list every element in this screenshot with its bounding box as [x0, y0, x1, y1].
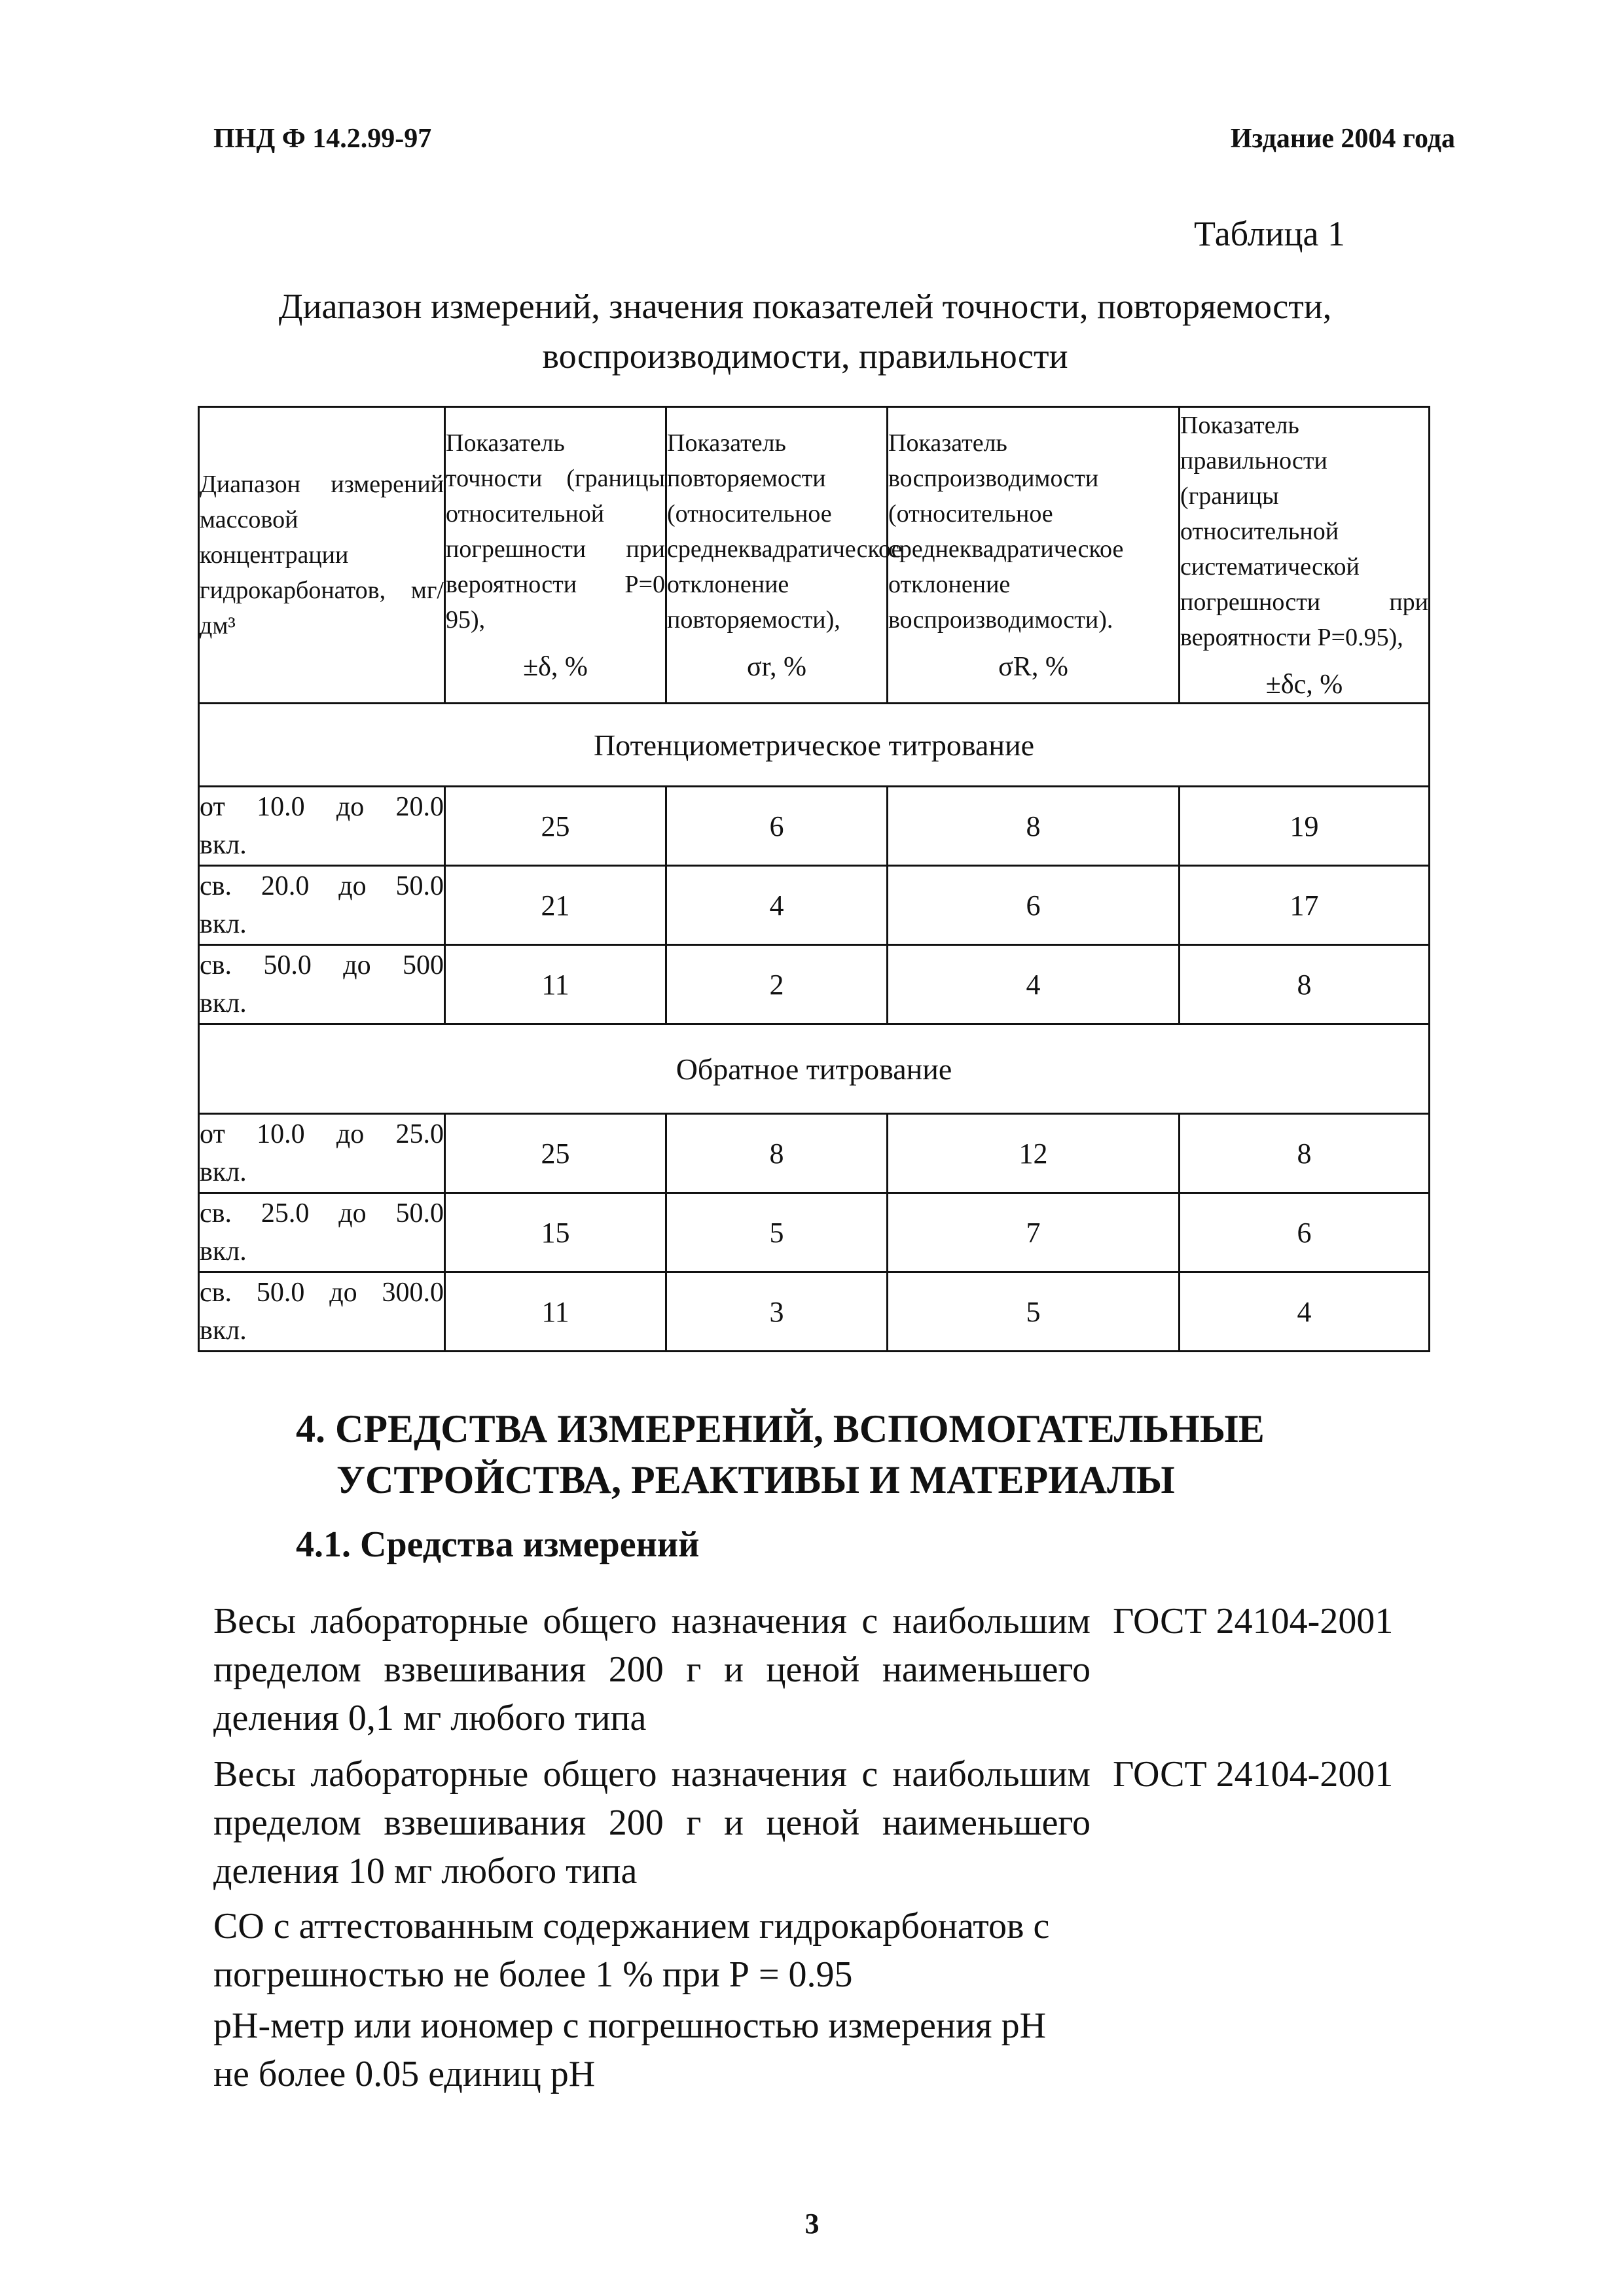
header-trueness-symbol: ±δc, % [1265, 670, 1343, 700]
header-range [199, 407, 445, 704]
value-accuracy: 21 [445, 866, 666, 945]
table-label: Таблица 1 [1194, 214, 1345, 253]
section-heading-line1: 4. СРЕДСТВА ИЗМЕРЕНИЙ, ВСПОМОГАТЕЛЬНЫЕ [296, 1407, 1265, 1450]
document-code: ПНД Ф 14.2.99-97 [213, 124, 432, 154]
header-repeatability-symbol: σr, % [747, 652, 806, 682]
range-cell [199, 787, 445, 866]
range-line1: от 10.0 до 25.0 [200, 1119, 444, 1149]
value-trueness: 17 [1180, 866, 1430, 945]
value-reproducibility: 8 [888, 787, 1180, 866]
range-cell [199, 1272, 445, 1352]
value-repeatability: 4 [666, 866, 888, 945]
header-reproducibility-symbol: σR, % [998, 652, 1068, 682]
value-trueness: 8 [1180, 945, 1430, 1024]
value-accuracy: 11 [445, 1272, 666, 1352]
header-trueness-text: Показатель правильности (границы относительной систематической погрешности при вероятности Р=0.95), [1180, 412, 1428, 651]
value-repeatability: 5 [666, 1193, 888, 1272]
list-item: Весы лабораторные общего назначения с наибольшим пределом взвешивания 200 г и ценой наименьшего деления 10 мг любого типа [213, 1754, 1091, 1892]
range-line1: св. 50.0 до 300.0 [200, 1278, 444, 1308]
range-line2: вкл. [200, 1316, 247, 1346]
header-repeatability [666, 407, 903, 704]
header-accuracy [445, 407, 666, 704]
list-item: Весы лабораторные общего назначения с наибольшим пределом взвешивания 200 г и ценой наименьшего деления 0,1 мг любого типа [213, 1601, 1091, 1738]
table-row [199, 787, 1430, 866]
header-accuracy-text: Показатель точности (границы относительной погрешности при вероятности Р=0 95), [446, 429, 665, 634]
range-line2: вкл. [200, 909, 247, 939]
value-accuracy: 25 [445, 787, 666, 866]
range-line1: св. 25.0 до 50.0 [200, 1198, 444, 1229]
page-number: 3 [804, 2208, 820, 2240]
value-repeatability: 2 [666, 945, 888, 1024]
range-cell [199, 866, 445, 945]
header-trueness [1180, 407, 1430, 704]
range-cell [199, 1114, 445, 1193]
table-row [199, 1272, 1430, 1352]
section-heading-line2: УСТРОЙСТВА, РЕАКТИВЫ И МАТЕРИАЛЫ [336, 1458, 1175, 1501]
range-cell [199, 1193, 445, 1272]
range-cell [199, 945, 445, 1024]
header-reproducibility [888, 407, 1180, 704]
range-line2: вкл. [200, 830, 247, 860]
subsection-heading: 4.1. Средства измерений [296, 1524, 700, 1565]
header-repeatability-text: Показатель повторяемости (относительное среднеквадратическое отклонение повторяемости), [667, 429, 903, 634]
section-row [199, 704, 1430, 787]
value-accuracy: 25 [445, 1114, 666, 1193]
table-row [199, 866, 1430, 945]
standard-reference: ГОСТ 24104-2001 [1113, 1601, 1394, 1641]
range-line1: от 10.0 до 20.0 [200, 792, 444, 822]
edition-label: Издание 2004 года [1230, 124, 1455, 154]
section-row [199, 1024, 1430, 1114]
value-trueness: 8 [1180, 1114, 1430, 1193]
value-reproducibility: 5 [888, 1272, 1180, 1352]
header-range-text: Диапазон измерений массовой концентрации гидрокарбонатов, мг/дм³ [200, 471, 444, 639]
range-line1: св. 50.0 до 500 [200, 950, 444, 980]
standard-reference: ГОСТ 24104-2001 [1113, 1754, 1394, 1795]
list-item: СО с аттестованным содержанием гидрокарбонатов с погрешностью не более 1 % при Р = 0.95 [213, 1906, 1050, 1995]
value-accuracy: 11 [445, 945, 666, 1024]
table-title: Диапазон измерений, значения показателей точности, повторяемости, воспроизводимости, правильности [278, 287, 1332, 376]
value-trueness: 4 [1180, 1272, 1430, 1352]
value-repeatability: 6 [666, 787, 888, 866]
section-heading [296, 1403, 1265, 1505]
value-trueness: 6 [1180, 1193, 1430, 1272]
value-trueness: 19 [1180, 787, 1430, 866]
value-reproducibility: 6 [888, 866, 1180, 945]
table-header-row [199, 407, 1430, 704]
header-reproducibility-text: Показатель воспроизводимости (относительное среднеквадратическое отклонение воспроизводимости). [888, 429, 1124, 634]
table-row [199, 1193, 1430, 1272]
range-line1: св. 20.0 до 50.0 [200, 871, 444, 901]
table-row [199, 945, 1430, 1024]
section-title-potentiometric: Потенциометрическое титрование [199, 704, 1430, 787]
value-reproducibility: 7 [888, 1193, 1180, 1272]
value-accuracy: 15 [445, 1193, 666, 1272]
range-line2: вкл. [200, 988, 247, 1018]
range-line2: вкл. [200, 1157, 247, 1187]
value-repeatability: 3 [666, 1272, 888, 1352]
value-repeatability: 8 [666, 1114, 888, 1193]
table-row [199, 1114, 1430, 1193]
section-title-back-titration: Обратное титрование [199, 1024, 1430, 1114]
value-reproducibility: 4 [888, 945, 1180, 1024]
list-item: рН-метр или иономер с погрешностью измерения рН не более 0.05 единиц рН [213, 2005, 1047, 2094]
header-accuracy-symbol: ±δ, % [523, 652, 588, 682]
range-line2: вкл. [200, 1236, 247, 1266]
value-reproducibility: 12 [888, 1114, 1180, 1193]
accuracy-table [198, 406, 1430, 1352]
